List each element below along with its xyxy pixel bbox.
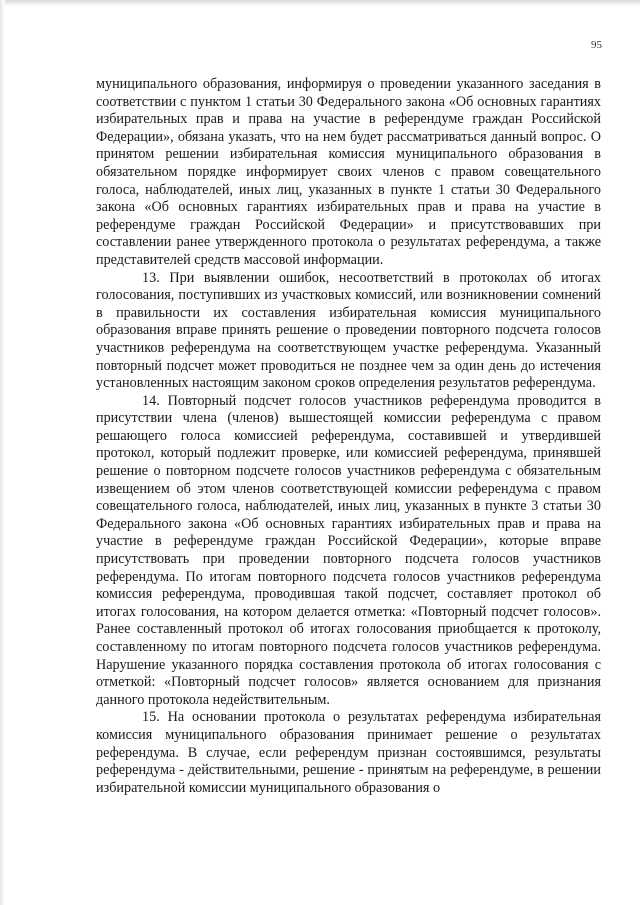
scan-edge-top: [0, 0, 640, 6]
scan-edge-left: [0, 0, 5, 905]
page-number: 95: [591, 39, 602, 51]
paragraph-continuation: муниципального образования, информируя о проведении указанного заседания в соответствии с пунктом 1 статьи 30 Федерального закона «Об основных гарантиях избирательных прав и права на участие в референдуме граждан Российской Федерации», обязана указать, что на нем будет рассматриваться данный вопрос. О принятом решении избирательная комиссия муниципального образования в обязательном порядке информирует своих членов с правом совещательного голоса, наблюдателей, иных лиц, указанных в пункте 1 статьи 30 Федерального закона «Об основных гарантиях избирательных прав и права на участие в референдуме граждан Российской Федерации» и присутствовавших при составлении ранее утвержденного протокола о результатах референдума, а также представителей средств массовой информации.: [96, 76, 601, 268]
paragraph-15: 15. На основании протокола о результатах референдума избирательная комиссия муниципального образования принимает решение о результатах референдума. В случае, если референдум признан состоявшимся, результаты референдума - действительными, решение - принятым на референдуме, в решении избирательной комиссии муниципального образования о: [96, 709, 601, 796]
paragraph-14: 14. Повторный подсчет голосов участников референдума проводится в присутствии члена (членов) вышестоящей комиссии референдума с правом решающего голоса комиссией референдума, составившей и утвердившей протокол, который подлежит проверке, или комиссией референдума, принявшей решение о повторном подсчете голосов участников референдума с обязательным извещением об этом членов соответствующей комиссии референдума с правом совещательного голоса, наблюдателей, иных лиц, указанных в пункте 3 статьи 30 Федерального закона «Об основных гарантиях избирательных прав и права на участие в референдуме граждан Российской Федерации», которые вправе присутствовать при проведении повторного подсчета голосов участников референдума. По итогам повторного подсчета голосов участников референдума комиссия референдума, проводившая такой подсчет, составляет протокол об итогах голосования, на котором делается отметка: «Повторный подсчет голосов». Ранее составленный протокол об итогах голосования приобщается к протоколу, составленному по итогам повторного подсчета голосов участников референдума. Нарушение указанного порядка составления протокола об итогах голосования с отметкой: «Повторный подсчет голосов» является основанием для признания данного протокола недействительным.: [96, 392, 601, 708]
paragraph-13: 13. При выявлении ошибок, несоответствий в протоколах об итогах голосования, поступивших из участковых комиссий, или возникновении сомнений в правильности их составления избирательная комиссия муниципального образования вправе принять решение о проведении повторного подсчета голосов участников референдума на соответствующем участке референдума. Указанный повторный подсчет может проводиться не позднее чем за один день до истечения установленных настоящим законом сроков определения результатов референдума.: [96, 269, 601, 392]
document-body: [96, 76, 601, 797]
